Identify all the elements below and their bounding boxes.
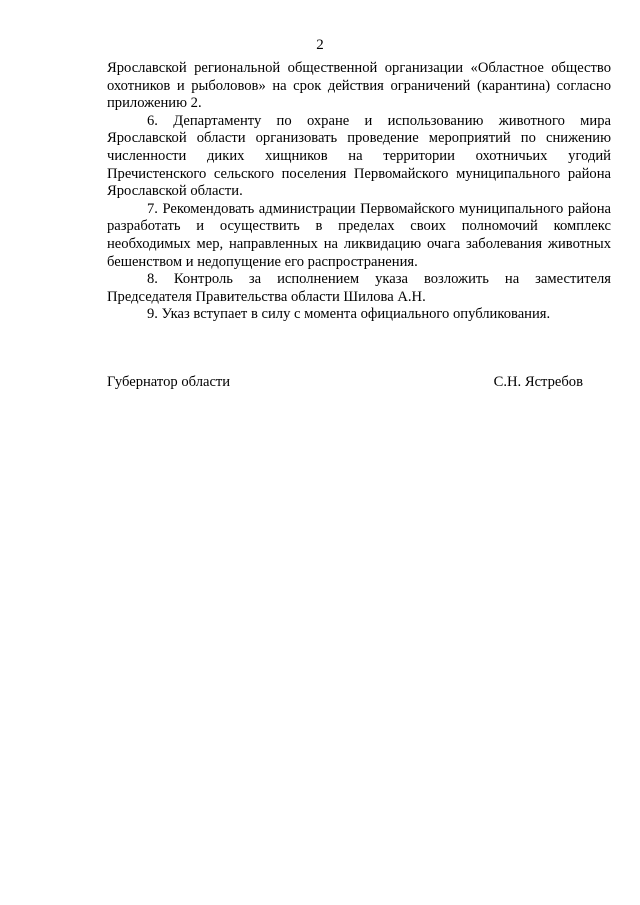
page-number: 2 <box>316 37 324 53</box>
signatory-title: Губернатор области <box>107 374 231 390</box>
paragraph-item-6: 6. Департаменту по охране и использованию животного мира Ярославской области организовать проведение мероприятий по снижению численности диких хищников на территории охотничьих угодий Пречистенского сельского поселения Первомайского муниципального района Ярославской области. <box>107 112 611 200</box>
document-body <box>107 60 611 324</box>
signatory-name: С.Н. Ястребов <box>493 374 583 390</box>
paragraph-item-8: 8. Контроль за исполнением указа возложить на заместителя Председателя Правительства области Шилова А.Н. <box>107 271 611 305</box>
paragraph-item-9: 9. Указ вступает в силу с момента официального опубликования. <box>147 306 551 323</box>
paragraph-continuation: Ярославской региональной общественной организации «Областное общество охотников и рыболовов» на срок действия ограничений (карантина) согласно приложению 2. <box>107 60 611 112</box>
signature-block <box>107 373 583 391</box>
paragraph-item-7: 7. Рекомендовать администрации Первомайского муниципального района разработать и осуществить в пределах своих полномочий комплекс необходимых мер, направленных на ликвидацию очага заболевания животных бешенством и недопущение его распространения. <box>107 200 611 270</box>
